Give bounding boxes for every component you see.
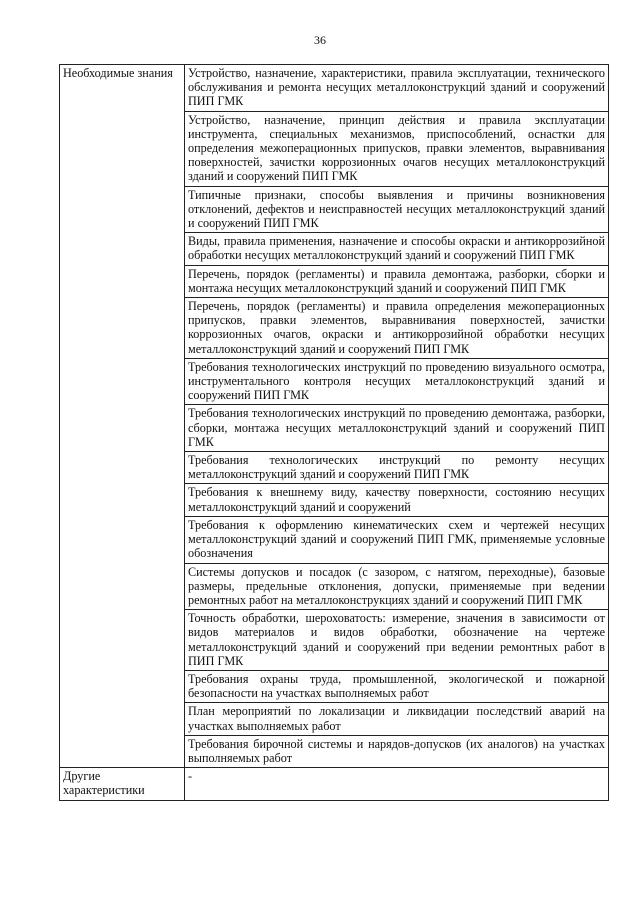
table-row (60, 65, 609, 112)
knowledge-item: План мероприятий по локализации и ликвидации последствий аварий на участках выполняемых работ (185, 703, 609, 735)
knowledge-item: Требования бирочной системы и нарядов-допусков (их аналогов) на участках выполняемых работ (185, 735, 609, 767)
requirements-table (59, 64, 609, 801)
other-characteristics-value: - (185, 768, 609, 800)
knowledge-item: Точность обработки, шероховатость: измерение, значения в зависимости от видов материалов и видов обработки, обозначение на чертеже металлоконструкций зданий и сооружений при ведении ремонтных работ в ПИП ГМК (185, 610, 609, 671)
knowledge-item: Виды, правила применения, назначение и способы окраски и антикоррозийной обработки несущих металлоконструкций зданий и сооружений ПИП ГМК (185, 233, 609, 265)
knowledge-item: Перечень, порядок (регламенты) и правила определения межоперационных припусков, правки элементов, выравнивания поверхностей, зачистки коррозионных очагов, окраски и антикоррозийной обработки несущих металлоконструкций зданий и сооружений ПИП ГМК (185, 298, 609, 359)
knowledge-item: Требования охраны труда, промышленной, экологической и пожарной безопасности на участках выполняемых работ (185, 670, 609, 702)
row-label-other-characteristics: Другие характеристики (60, 768, 185, 800)
table-row (60, 768, 609, 800)
knowledge-item: Требования к оформлению кинематических схем и чертежей несущих металлоконструкций зданий и сооружений ПИП ГМК, применяемые условные обозначения (185, 516, 609, 563)
knowledge-item: Требования технологических инструкций по проведению демонтажа, разборки, сборки, монтажа несущих металлоконструкций зданий и сооружений ПИП ГМК (185, 405, 609, 452)
knowledge-item: Устройство, назначение, принцип действия и правила эксплуатации инструмента, специальных механизмов, приспособлений, оснастки для определения межоперационных припусков, правки элементов, выравнивания поверхностей, зачистки коррозионных очагов несущих металлоконструкций зданий и сооружений ПИП ГМК (185, 111, 609, 186)
knowledge-item: Типичные признаки, способы выявления и причины возникновения отклонений, дефектов и неисправностей несущих металлоконструкций зданий и сооружений ПИП ГМК (185, 186, 609, 233)
row-label-knowledge: Необходимые знания (60, 65, 185, 768)
knowledge-item: Системы допусков и посадок (с зазором, с натягом, переходные), базовые размеры, предельные отклонения, допуски, применяемые при ведении ремонтных работ на металлоконструкциях зданий и сооружений ПИП ГМК (185, 563, 609, 610)
page-number: 36 (314, 33, 326, 47)
knowledge-item: Устройство, назначение, характеристики, правила эксплуатации, технического обслуживания и ремонта несущих металлоконструкций зданий и сооружений ПИП ГМК (185, 65, 609, 112)
knowledge-item: Перечень, порядок (регламенты) и правила демонтажа, разборки, сборки и монтажа несущих металлоконструкций зданий и сооружений ПИП ГМК (185, 265, 609, 297)
knowledge-item: Требования технологических инструкций по проведению визуального осмотра, инструментального контроля несущих металлоконструкций зданий и сооружений ПИП ГМК (185, 358, 609, 405)
knowledge-item: Требования к внешнему виду, качеству поверхности, состоянию несущих металлоконструкций зданий и сооружений (185, 484, 609, 516)
knowledge-item: Требования технологических инструкций по ремонту несущих металлоконструкций зданий и сооружений ПИП ГМК (185, 452, 609, 484)
